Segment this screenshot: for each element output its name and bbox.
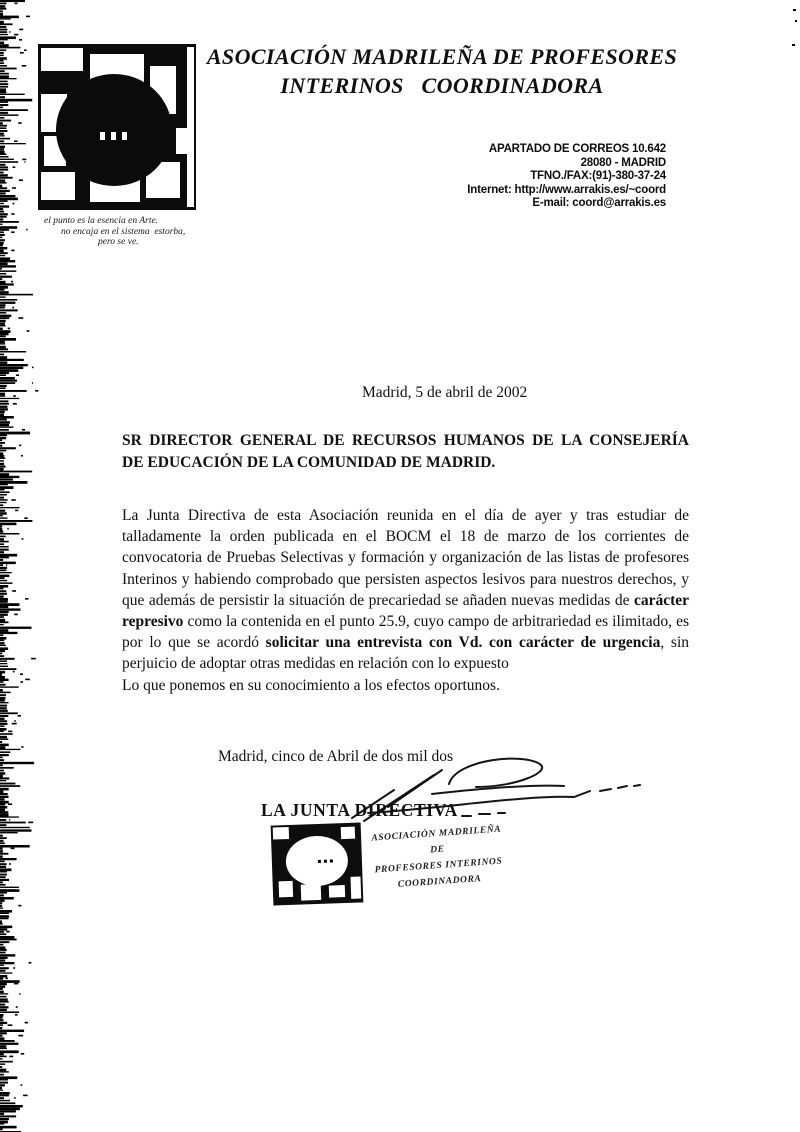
scan-speck [793, 9, 796, 11]
stamp-text [366, 821, 510, 895]
contact-block [300, 143, 666, 211]
contact-po-box: APARTADO DE CORREOS 10.642 [488, 143, 666, 155]
addressee-line2: DE EDUCACIÓN DE LA COMUNIDAD DE MADRID. [122, 453, 496, 471]
contact-internet: Internet: http://www.arrakis.es/~coord [467, 183, 666, 196]
org-title-line1: ASOCIACIÓN MADRILEÑA DE PROFESORES [206, 44, 678, 69]
date-line: Madrid, 5 de abril de 2002 [362, 384, 528, 401]
motto-line2: no encaja en el sistema estorba, [61, 226, 186, 237]
stamp-line1: ASOCIACIÓN MADRILEÑA DE [371, 824, 502, 856]
contact-phone-fax: TFNO./FAX:(91)-380-37-24 [530, 170, 666, 182]
logo-circle [56, 74, 172, 186]
body-paragraph: La Junta Directiva de esta Asociación reunida en el día de ayer y tras estudiar de talladamente la orden publicada en el BOCM el 18 de marzo de los corrientes de convocatoria de Pruebas Selectivas y formación y organización de las listas de profesores Interinos y habiendo comprobado que persisten aspectos lesivos para nuestros derechos, y que además de persistir la situación de precariedad se añaden nuevas medidas de carácter represivo como la contenida en el punto 25.9, cuyo campo de arbitrariedad es ilimitado, es por lo que se acordó solicitar una entrevista con Vd. con carácter de urgencia, sin perjuicio de adoptar otras medidas en relación con lo expuesto [122, 507, 690, 673]
contact-email: E-mail: coord@arrakis.es [532, 197, 666, 209]
logo-motto [44, 216, 185, 248]
org-title-line2: INTERINOS COORDINADORA [280, 73, 604, 98]
scan-speck [795, 20, 797, 22]
stamp-ellipse [285, 835, 349, 887]
org-title [196, 42, 688, 100]
motto-line3: pero se ve. [98, 237, 139, 247]
addressee-line1: SR DIRECTOR GENERAL DE RECURSOS HUMANOS DE LA CONSEJERÍA [122, 432, 689, 449]
stamp-logo [271, 822, 364, 905]
closing-date-line: Madrid, cinco de Abril de dos mil dos [218, 748, 454, 765]
org-logo [38, 44, 196, 210]
notice-line: Lo que ponemos en su conocimiento a los efectos oportunos. [122, 677, 500, 694]
contact-postal-city: 28080 - MADRID [580, 156, 666, 169]
stamp-line2: PROFESORES INTERINOS [374, 856, 503, 876]
addressee-block [122, 430, 689, 473]
stamp-line3: COORDINADORA [397, 874, 482, 890]
scan-speck [792, 44, 795, 46]
motto-line1: el punto es la esencia en Arte. [44, 216, 159, 226]
signer-title: LA JUNTA DIRECTIVA [261, 800, 458, 820]
